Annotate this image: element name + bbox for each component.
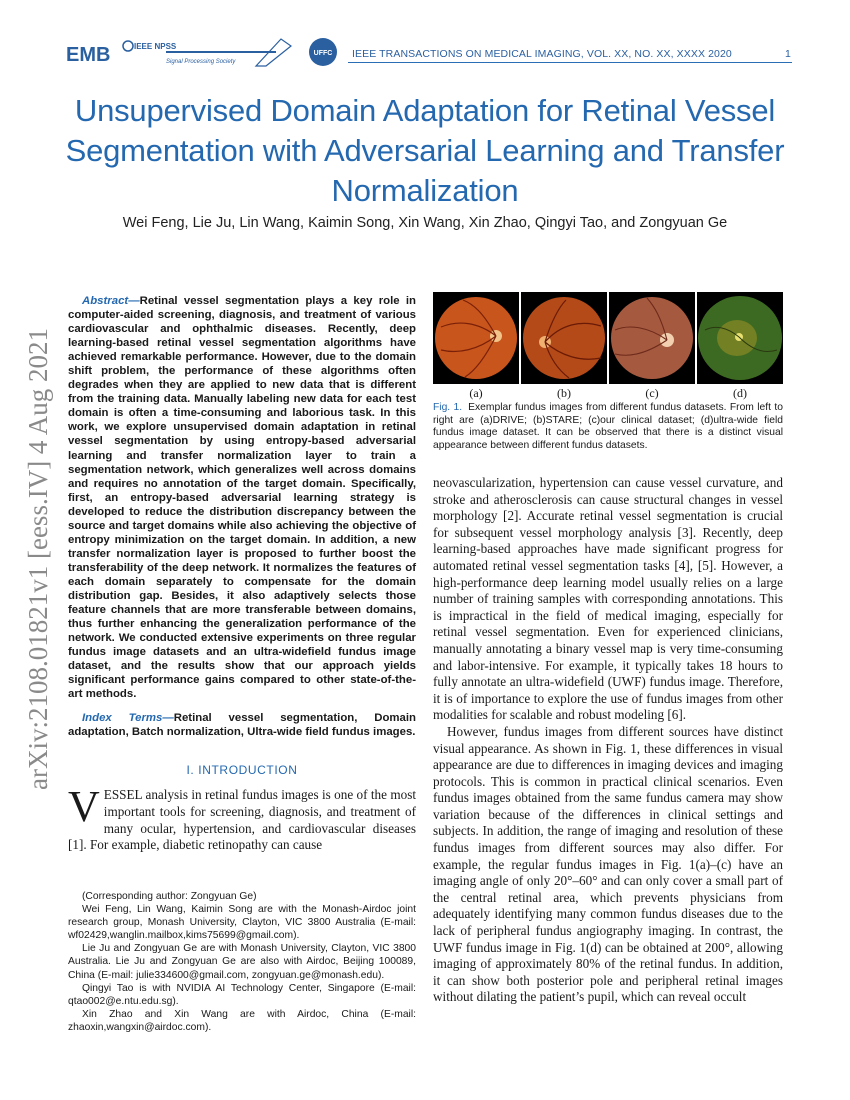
fundus-image-stare xyxy=(521,292,607,384)
logo-strip xyxy=(66,36,338,70)
uffc-logo: UFFC xyxy=(313,50,333,57)
figure-caption-label: Fig. 1. xyxy=(433,402,463,413)
subfigure-label: (d) xyxy=(733,386,747,400)
index-terms xyxy=(68,711,416,739)
paper-title: Unsupervised Domain Adaptation for Retinal Vessel Segmentation with Adversarial Learning and Transfer Normalization xyxy=(65,93,785,208)
drop-cap: V xyxy=(68,782,100,832)
footnote-affiliation: Lie Ju and Zongyuan Ge are with Monash University, Clayton, VIC 3800 Australia. Lie Ju and Zongyuan Ge are also with Airdoc, Beijing 100089, China (E-mail: julie334600@gmail.com, zongyuan.ge@monash.edu). xyxy=(68,943,416,981)
right-column xyxy=(433,292,783,452)
body-paragraph: neovascularization, hypertension can cause vessel curvature, and stroke and atherosclerosis can cause structural changes in vessel morphology [2]. Accurate retinal vessel segmentation is crucial for subsequent vessel morphology analysis [3]. Recently, deep learning-based approaches have made significant progress for automated retinal vessel segmentation tasks [4], [5]. However, a high-performance deep learning model usually relies on a large number of training samples with corresponding annotations. This is impractical in the field of medical imaging, especially for retinal vessel segmentation. Even for experienced clinicians, manually annotating a binary vessel map is very time-consuming and labor-intensive. For example, it typically takes 18 hours to fully annotate an ultra-widefield (UWF) fundus image. Therefore, it is of importance to explore the use of fundus images from other modalities for scalable and robust modeling [6]. xyxy=(433,475,783,723)
fundus-image-uwf xyxy=(697,292,783,384)
subfigure-label: (c) xyxy=(645,386,659,400)
figure-caption xyxy=(433,402,783,452)
footnote-affiliation: Xin Zhao and Xin Wang are with Airdoc, China (E-mail: zhaoxin,wangxin@airdoc.com). xyxy=(68,1008,416,1033)
figure-subfigure-labels xyxy=(433,384,783,402)
abstract-text: Retinal vessel segmentation plays a key role in computer-aided screening, diagnosis, and treatment of various cardiovascular and ophthalmic diseases. Recently, deep learning-based retinal vessel segmentation algorithms have achieved remarkable performance. However, due to the domain shift problem, the performance of these algorithms often degrades when they are applied to new data that is different from the training data. Manually labeling new data for each test domain is often a time-consuming and laborious task. In this work, we explore unsupervised domain adaptation in retinal vessel segmentation by using entropy-based adversarial learning and transfer normalization layer to train a segmentation network, which generalizes well across domains and requires no annotation of the target domain. Specifically, first, an entropy-based adversarial learning strategy is developed to reduce the distribution discrepancy between the source and target domains while also achieving the objective of entropy minimization on the target domain. In addition, a new transfer normalization layer is proposed to further boost the transferability of the deep network. It normalizes the features of each domain separately to compensate for the domain distribution gap. Besides, it also adaptively selects those feature channels that are more transferable between domains, thus further enhancing the generalization performance of the network. We conducted extensive experiments on three regular fundus image datasets and an ultra-widefield fundus image dataset, and the results show that our approach yields significant performance gains compared to other state-of-the-art methods. xyxy=(68,295,416,701)
footnote-affiliation: Qingyi Tao is with NVIDIA AI Technology Center, Singapore (E-mail: qtao002@e.ntu.edu.sg). xyxy=(68,982,416,1007)
index-terms-text: Retinal vessel segmentation, Domain adaptation, Batch normalization, Ultra-wide field fundus images. xyxy=(68,712,416,739)
intro-paragraph xyxy=(68,782,416,853)
right-column-body xyxy=(433,475,783,1006)
emb-logo: EMB xyxy=(66,44,111,66)
sps-logo: Signal Processing Society xyxy=(166,59,236,65)
subfigure-label: (a) xyxy=(469,386,483,400)
society-logos xyxy=(66,36,338,70)
figure-1 xyxy=(433,292,783,384)
footnote-corresponding: (Corresponding author: Zongyuan Ge) xyxy=(82,891,257,902)
fundus-image-clinical xyxy=(609,292,695,384)
npss-logo-icon xyxy=(123,41,133,51)
author-list: Wei Feng, Lie Ju, Lin Wang, Kaimin Song, Xin Wang, Xin Zhao, Qingyi Tao, and Zongyuan Ge xyxy=(122,215,728,231)
arxiv-stamp: arXiv:2108.01821v1 [eess.IV] 4 Aug 2021 xyxy=(23,328,53,790)
header-rule xyxy=(348,62,792,63)
footnotes xyxy=(68,890,416,1034)
left-column xyxy=(68,294,416,854)
fundus-image-drive xyxy=(433,292,519,384)
journal-header: IEEE TRANSACTIONS ON MEDICAL IMAGING, VOL. XX, NO. XX, XXXX 2020 xyxy=(352,48,732,60)
section-heading-introduction: I. INTRODUCTION xyxy=(186,763,298,778)
intro-text: ESSEL analysis in retinal fundus images is one of the most important tools for screening, diagnosis, and treatment of many ocular, hypertension, and cardiovascular diseases [1]. For example, diabetic retinopathy can cause xyxy=(68,787,416,853)
abstract-label: Abstract— xyxy=(82,295,140,307)
page-number: 1 xyxy=(785,48,791,60)
index-terms-label: Index Terms— xyxy=(82,712,174,725)
abstract xyxy=(68,294,416,701)
npss-logo: IEEE NPSS xyxy=(134,42,177,51)
subfigure-label: (b) xyxy=(557,386,571,400)
body-paragraph: However, fundus images from different sources have distinct visual appearance. As shown in Fig. 1, these differences in visual appearance are due to differences in imaging devices and imaging protocols. This is common in practical clinical scenarios. Even fundus images obtained from the same fundus camera may show variation because of the differences in clinical settings and subjects. In addition, the range of imaging and resolution of these fundus images from different sources may also differ. For example, the regular fundus images in Fig. 1(a)–(c) have an imaging angle of only 20°–60° and can only cover a small part of the central retinal area, which prevents physicians from adequately identifying many common fundus diseases due to the lack of peripheral fundus angiography imaging. In contrast, the UWF fundus image in Fig. 1(d) can be obtained at 200°, allowing imaging of approximately 80% of the retinal fundus. In addition, it can show both posterior pole and peripheral retinal images without dilating the patient’s pupil, which can reveal occult xyxy=(433,723,783,1005)
figure-caption-text: Exemplar fundus images from different fundus datasets. From left to right are (a)DRIVE; (b)STARE; (c)our clinical dataset; (d)ultra-wide field fundus image dataset. It can be observed that there is a distinct visual appearance between different fundus datasets. xyxy=(433,402,783,451)
footnote-affiliation: Wei Feng, Lin Wang, Kaimin Song are with the Monash-Airdoc joint research group, Monash University, Clayton, VIC 3800 Australia (E-mail: wf02429,wanglin.mailbox,kims75699@gmail.com). xyxy=(68,904,416,942)
